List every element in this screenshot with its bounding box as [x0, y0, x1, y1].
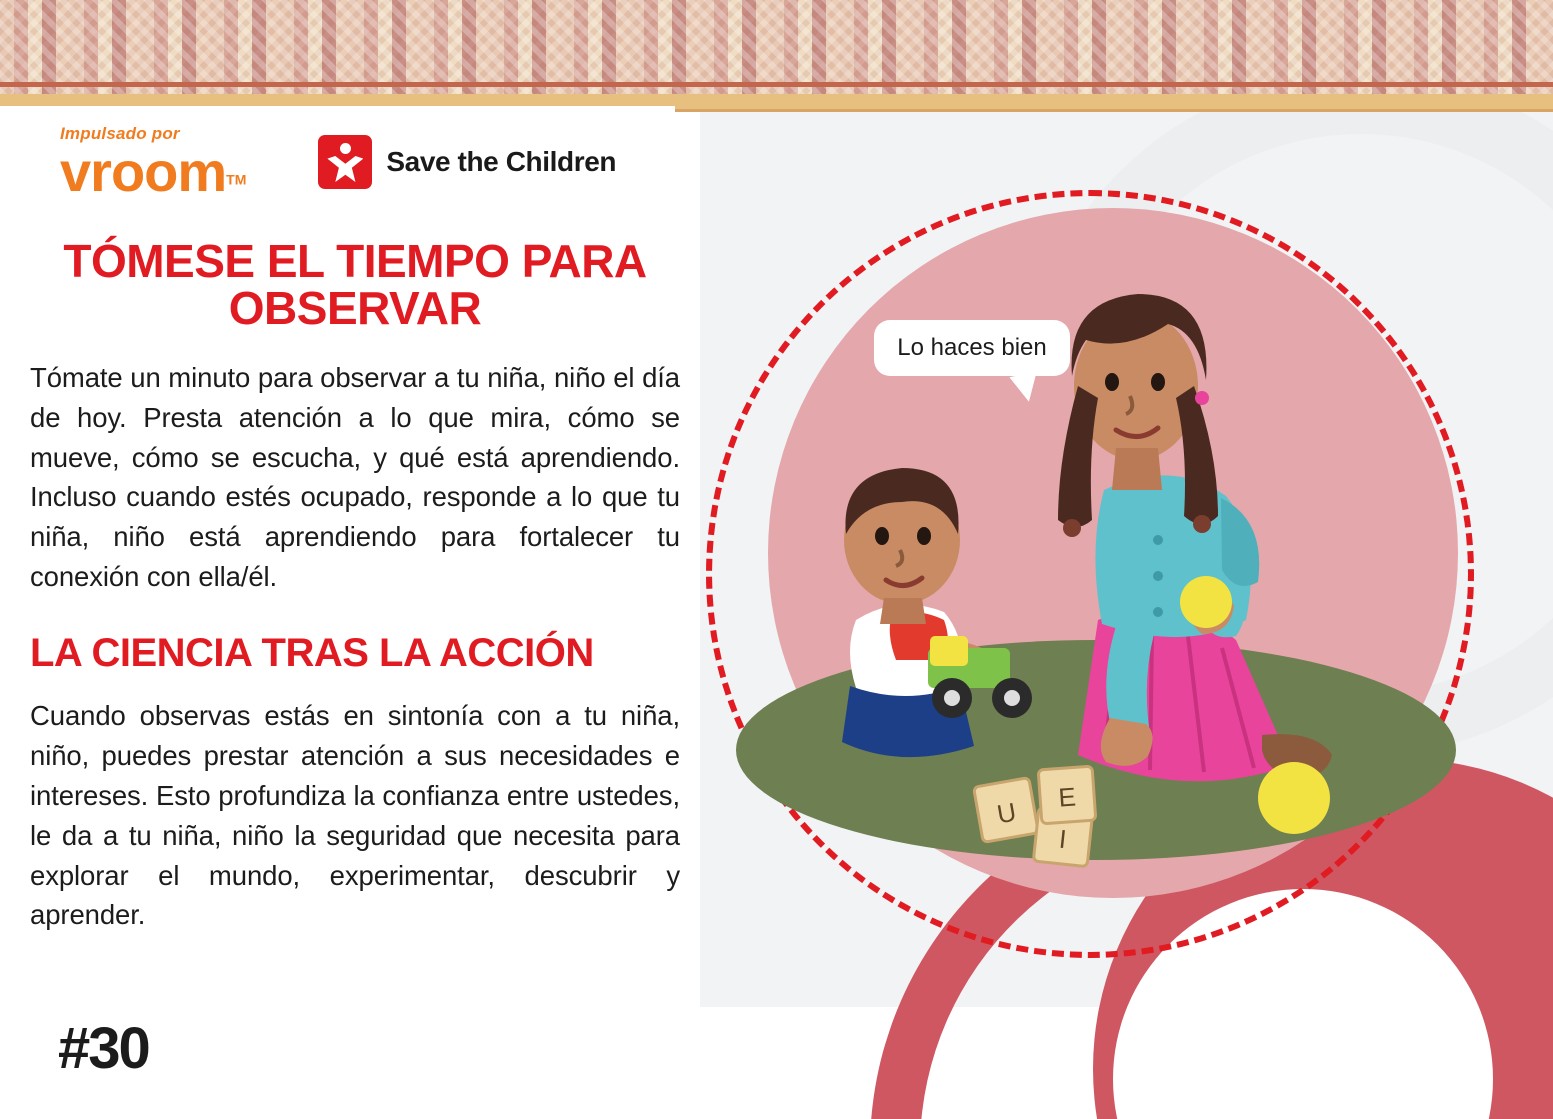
mother-and-child-playing-illustration: [706, 190, 1474, 958]
svg-text:U: U: [994, 796, 1019, 830]
svg-text:E: E: [1057, 781, 1077, 813]
partner-name-label: Save the Children: [386, 146, 617, 177]
save-the-children-logo: [318, 135, 616, 189]
band-line-upper: [0, 82, 1553, 87]
text-column: [30, 235, 680, 935]
speech-bubble: Lo haces bien: [874, 320, 1070, 376]
card-number: #30: [58, 1016, 149, 1081]
save-the-children-star-icon: [318, 135, 372, 189]
illustration: [706, 190, 1474, 958]
svg-text:I: I: [1057, 823, 1068, 855]
vroom-logo: [60, 123, 247, 203]
vroom-trademark: TM: [226, 171, 247, 188]
vroom-wordmark: vroom: [60, 139, 227, 203]
body-paragraph: Tómate un minuto para observar a tu niña, niño el día de hoy. Presta atención a lo que mira, cómo se mueve, cómo se escucha, y qué está aprendiendo. Incluso cuando estés ocupado, responde a lo que tu niña, niño está aprendiendo para fortalecer tu conexión con ella/él.: [30, 361, 680, 593]
logo-card: [0, 106, 675, 218]
science-paragraph: Cuando observas estás en sintonía con a tu niña, niño, puedes prestar atención a sus necesidades e intereses. Esto profundiza la confianza entre ustedes, le da a tu niña, niño la seguridad que necesita para explorar el mundo, experimentar, descubrir y aprender.: [30, 700, 680, 931]
age-badge: 4-5 AÑOS: [1208, 1040, 1448, 1100]
vroom-kicker-text: Impulsado por: [60, 123, 180, 143]
page-title: TÓMESE EL TIEMPO PARA OBSERVAR: [63, 235, 647, 334]
decorative-top-band: [0, 0, 1553, 112]
section-subtitle: LA CIENCIA TRAS LA ACCIÓN: [30, 631, 594, 676]
